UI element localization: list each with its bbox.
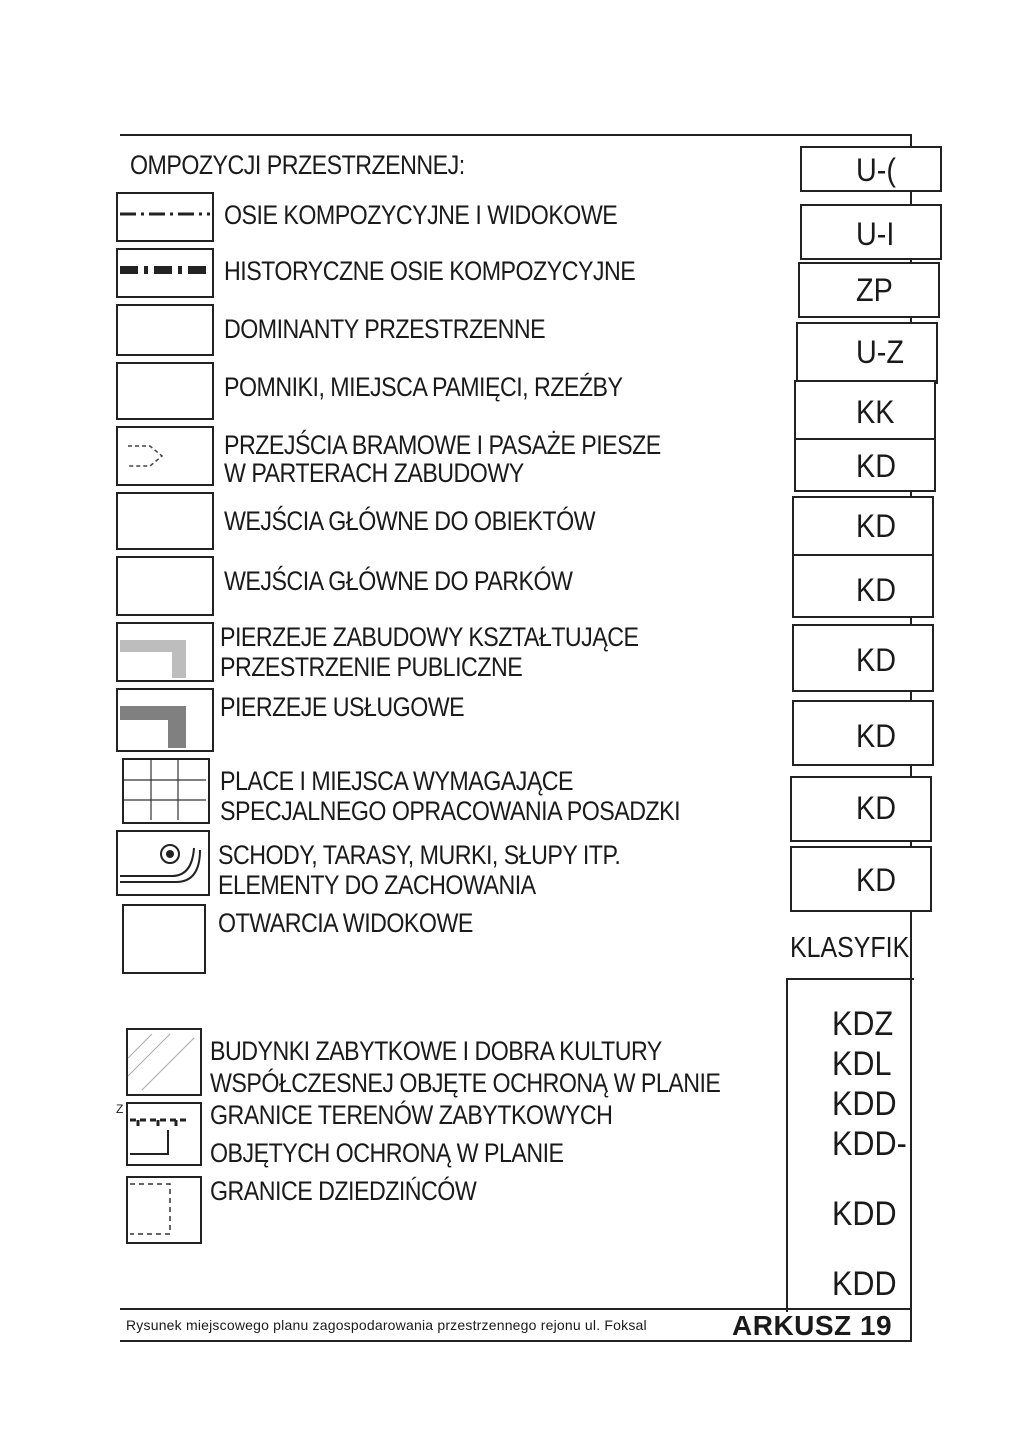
paving-grid-symbol — [124, 760, 206, 820]
legend-text-frontages-1: PIERZEJE ZABUDOWY KSZTAŁTUJĄCE — [220, 622, 639, 652]
symbol-box-monuments — [116, 362, 214, 420]
service-frontage-symbol — [120, 706, 208, 748]
sheet-number: ARKUSZ 19 — [732, 1310, 893, 1341]
heritage-hatch-symbol — [128, 1030, 198, 1092]
road-class-5: KDD — [832, 1195, 897, 1233]
passage-arrow-icon — [124, 436, 174, 476]
symbol-box-dominants — [116, 304, 214, 356]
sheet-footer — [120, 1308, 910, 1342]
footer-caption: Rysunek miejscowego planu zagospodarowania przestrzennego rejonu ul. Foksal — [126, 1317, 647, 1333]
zone-label-7: KD — [856, 508, 897, 544]
legend-text-courtyards: GRANICE DZIEDZIŃCÓW — [210, 1176, 477, 1206]
legend-text-park-entrances: WEJŚCIA GŁÓWNE DO PARKÓW — [224, 566, 573, 596]
zone-label-6: KD — [856, 448, 897, 484]
legend-text-heritage-buildings-2: WSPÓŁCZESNEJ OBJĘTE OCHRONĄ W PLANIE — [210, 1068, 721, 1098]
legend-text-historic-axes: HISTORYCZNE OSIE KOMPOZYCYJNE — [224, 256, 636, 286]
courtyard-boundary-symbol — [128, 1178, 194, 1238]
legend-text-view-openings: OTWARCIA WIDOKOWE — [218, 908, 473, 938]
zone-label-4: U-Z — [856, 334, 904, 370]
zone-label-2: U-I — [856, 216, 895, 252]
legend-text-passages-2: W PARTERACH ZABUDOWY — [224, 458, 524, 488]
zone-label-5: KK — [856, 394, 895, 430]
legend-text-squares-1: PLACE I MIEJSCA WYMAGAJĄCE — [220, 766, 574, 796]
symbol-box-building-entrances — [116, 492, 214, 550]
legend-text-squares-2: SPECJALNEGO OPRACOWANIA POSADZKI — [220, 796, 681, 826]
heritage-boundary-symbol — [128, 1114, 194, 1160]
zone-label-8: KD — [856, 572, 897, 608]
historic-axis-line-symbol — [120, 264, 210, 276]
road-class-6: KDD — [832, 1265, 897, 1303]
symbol-box-park-entrances — [116, 556, 214, 616]
stairs-terrace-symbol — [120, 836, 206, 890]
road-class-3: KDD — [832, 1085, 897, 1123]
zone-label-11: KD — [856, 790, 897, 826]
zone-label-12: KD — [856, 862, 897, 898]
road-class-4: KDD- — [832, 1125, 907, 1163]
road-class-2: KDL — [832, 1045, 892, 1083]
zone-label-10: KD — [856, 718, 897, 754]
legend-text-building-entrances: WEJŚCIA GŁÓWNE DO OBIEKTÓW — [224, 506, 596, 536]
dash-dot-line-symbol — [120, 210, 210, 218]
legend-text-heritage-areas-1: GRANICE TERENÓW ZABYTKOWYCH — [210, 1100, 613, 1130]
legend-text-heritage-areas-2: OBJĘTYCH OCHRONĄ W PLANIE — [210, 1138, 564, 1168]
legend-text-dominants: DOMINANTY PRZESTRZENNE — [224, 314, 546, 344]
legend-text-stairs-2: ELEMENTY DO ZACHOWANIA — [218, 870, 536, 900]
legend-sheet — [116, 134, 912, 1342]
legend-text-passages-1: PRZEJŚCIA BRAMOWE I PASAŻE PIESZE — [224, 430, 661, 460]
zone-label-9: KD — [856, 642, 897, 678]
symbol-box-view-openings — [122, 904, 206, 974]
legend-title: OMPOZYCJI PRZESTRZENNEJ: — [130, 150, 465, 180]
zone-label-1: U-( — [856, 152, 896, 188]
legend-text-frontages-2: PRZESTRZENIE PUBLICZNE — [220, 652, 523, 682]
legend-text-monuments: POMNIKI, MIEJSCA PAMIĘCI, RZEŹBY — [224, 372, 623, 402]
heritage-zone-letter: Z — [116, 1102, 124, 1116]
frontage-symbol — [120, 640, 208, 678]
legend-text-composition-axes: OSIE KOMPOZYCYJNE I WIDOKOWE — [224, 200, 618, 230]
road-class-1: KDZ — [832, 1005, 894, 1043]
classification-label: KLASYFIK — [790, 932, 910, 964]
zone-label-3: ZP — [856, 272, 893, 308]
legend-text-heritage-buildings-1: BUDYNKI ZABYTKOWE I DOBRA KULTURY — [210, 1036, 662, 1066]
legend-text-stairs-1: SCHODY, TARASY, MURKI, SŁUPY ITP. — [218, 840, 621, 870]
legend-text-service-frontages: PIERZEJE USŁUGOWE — [220, 692, 465, 722]
